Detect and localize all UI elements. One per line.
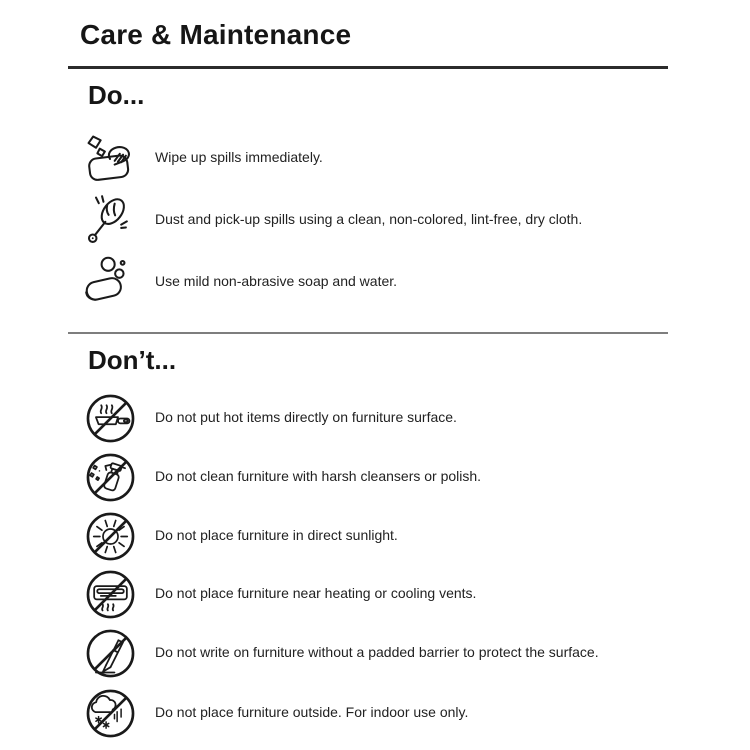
title-divider xyxy=(68,66,668,69)
no-harsh-cleansers-icon xyxy=(84,451,137,504)
care-item-text: Do not place furniture outside. For indoor use only. xyxy=(155,704,469,721)
care-item-text: Use mild non-abrasive soap and water. xyxy=(155,273,398,290)
no-outdoor-icon xyxy=(84,687,137,740)
dont-section-heading: Don’t... xyxy=(88,345,177,375)
care-item-text: Dust and pick-up spills using a clean, non-colored, lint-free, dry cloth. xyxy=(155,211,583,228)
care-item-row xyxy=(84,390,720,446)
care-item-row xyxy=(82,129,720,187)
care-item-row xyxy=(82,191,720,249)
care-item-text: Do not put hot items directly on furniture surface. xyxy=(155,409,457,426)
care-item-text: Do not write on furniture without a padded barrier to protect the surface. xyxy=(155,644,599,661)
soap-icon xyxy=(82,254,138,310)
care-item-text: Do not place furniture in direct sunlight. xyxy=(155,527,398,544)
no-direct-sunlight-icon xyxy=(84,510,137,563)
no-hot-items-icon xyxy=(84,392,137,445)
care-item-row xyxy=(84,449,720,505)
care-item-text: Do not clean furniture with harsh cleansers or polish. xyxy=(155,468,482,485)
duster-icon xyxy=(82,192,138,248)
care-item-row xyxy=(84,508,720,564)
page-title: Care & Maintenance xyxy=(80,19,352,50)
care-item-row xyxy=(84,625,720,681)
section-divider xyxy=(68,332,668,334)
no-vents-icon xyxy=(84,568,137,621)
care-item-row xyxy=(84,566,720,622)
care-item-row xyxy=(82,253,720,311)
do-section-heading: Do... xyxy=(88,80,145,110)
wipe-spill-icon xyxy=(82,130,138,186)
no-writing-icon xyxy=(84,627,137,680)
care-item-text: Do not place furniture near heating or cooling vents. xyxy=(155,585,477,602)
care-item-row xyxy=(84,685,720,741)
care-item-text: Wipe up spills immediately. xyxy=(155,149,323,166)
